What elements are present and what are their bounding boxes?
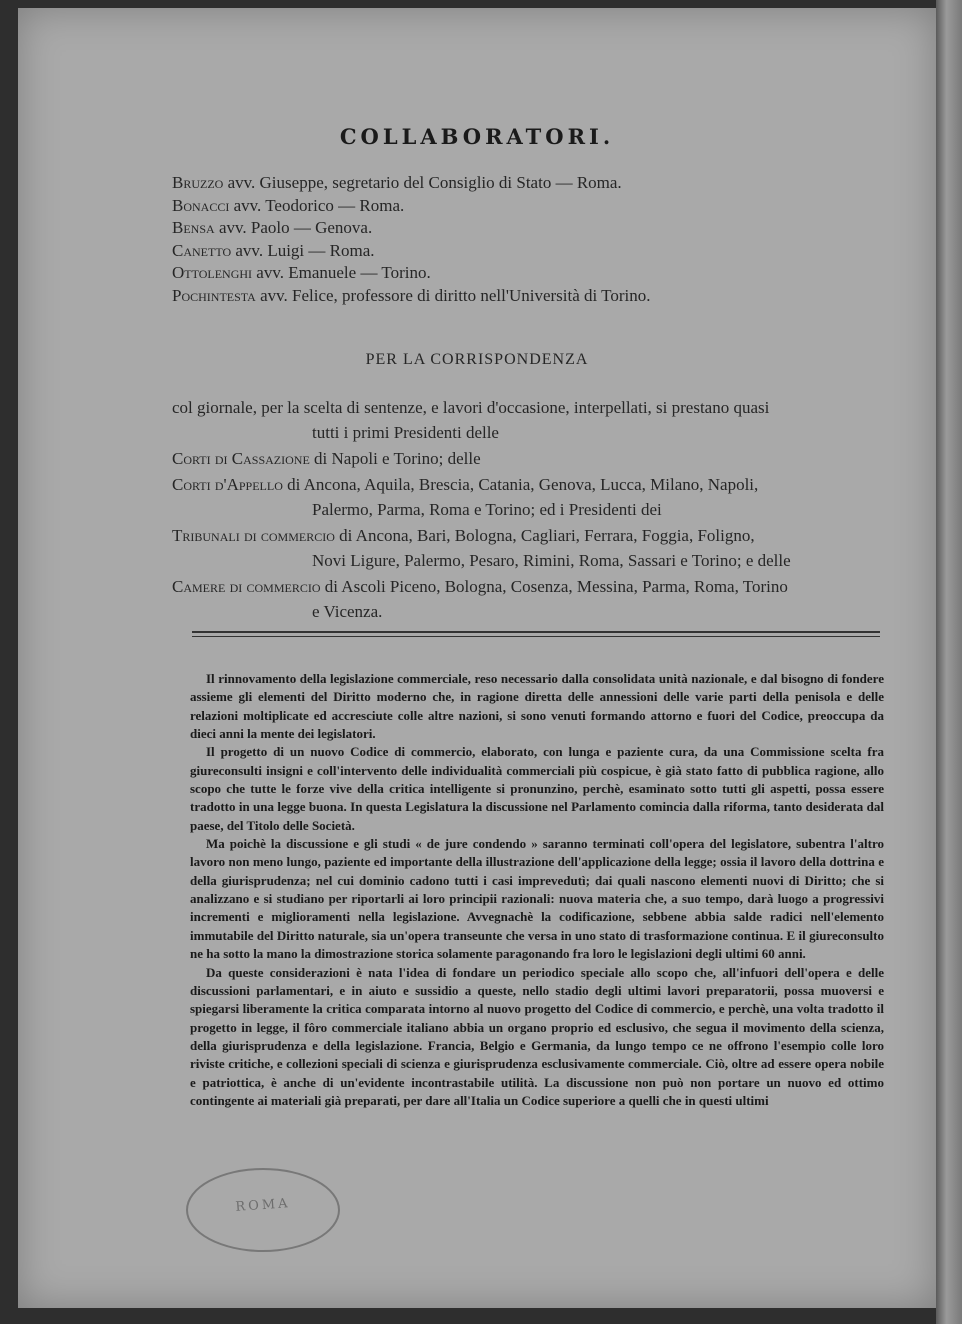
collaborator-entry (172, 240, 892, 263)
stamp-text: ROMA (234, 1196, 292, 1215)
collaborator-details: avv. Giuseppe, segretario del Consiglio di Stato — Roma. (223, 173, 622, 192)
entry-lead: Corti d'Appello (172, 475, 283, 494)
body-paragraph: Ma poichè la discussione e gli studi « de jure condendo » saranno terminati coll'opera del legislatore, subentra l'altro lavoro non meno lungo, paziente ed importante della illustrazione dell'applicazione della legge; ossia il lavoro della dottrina e della giurisprudenza; nel cui dominio cadono tutti i casi imprevedutì; dai quali nascono elementi nuovi di Diritto; che si analizzano e si studiano per riportarli ai loro principii razionali: nuova materia che, a suo tempo, darà luogo a progressivi incrementi e miglioramenti nella legislazione. Avvegnachè la codificazione, sebbene abbia salde radici nell'elemento immutabile del Diritto naturale, sia un'opera transeunte che versa in uno stato di trasformazione continua. E il giureconsulto ne ha sotto la mano la dimostrazione storica solamente paragonando fra loro le legislazioni degli ultimi 60 anni. (190, 836, 884, 962)
entry-text: di Ancona, Aquila, Brescia, Catania, Genova, Lucca, Milano, Napoli, (282, 475, 759, 494)
body-paragraph: Il rinnovamento della legislazione commerciale, reso necessario dalla consolidata unità nazionale, e dal bisogno di fondere assieme gli elementi del Diritto moderno che, in ragione diretta delle annessioni delle varie parti della penisola e delle relazioni moltiplicate ed accresciute colle altre nazioni, si sono venuti formando attorno e fuori del Codice, preoccupa da dieci anni la mente dei legislatori. (190, 671, 884, 742)
body-text (190, 670, 884, 1110)
page-title: COLLABORATORI. (339, 124, 615, 149)
divider-rule (192, 636, 880, 637)
correspondence-heading: PER LA CORRISPONDENZA (365, 351, 589, 368)
entry-continuation: e Vicenza. (312, 602, 383, 621)
entry-text: di Ancona, Bari, Bologna, Cagliari, Ferrara, Foggia, Foligno, (334, 526, 755, 545)
collaborator-surname: Bonacci (172, 195, 230, 215)
entry-text: di Napoli e Torino; delle (309, 449, 481, 468)
entry-text: col giornale, per la scelta di sentenze, e lavori d'occasione, interpellati, si prestano quasi (172, 398, 770, 417)
collaborator-entry (172, 195, 892, 218)
collaborator-details: avv. Teodorico — Roma. (229, 195, 405, 215)
correspondence-entry (172, 472, 884, 522)
body-paragraph: Il progetto di un nuovo Codice di commercio, elaborato, con lunga e paziente cura, da una Commissione scelta fra giureconsulti insigni e coll'intervento delle individualità commerciali più cospicue, è già stato fatto di pubblica ragione, allo scopo che tutte le forze vive della critica intelligente si pronunzino, perchè, esaminato sotto tutti gli aspetti, possa essere tradotto in una legge buona. In questa Legislatura la discussione nel Parlamento comincia dalla riforma, tanto desiderata dal paese, del Titolo delle Società. (190, 744, 884, 833)
entry-continuation: Novi Ligure, Palermo, Pesaro, Rimini, Roma, Sassari e Torino; e delle (312, 551, 791, 570)
entry-continuation: Palermo, Parma, Roma e Torino; ed i Presidenti dei (312, 500, 662, 519)
document-page (18, 8, 936, 1308)
adjacent-page-edge (936, 0, 962, 1324)
divider-rule (192, 631, 880, 633)
collaborator-details: avv. Emanuele — Torino. (252, 263, 431, 282)
correspondence-entry (172, 395, 884, 445)
collaborator-surname: Pochintesta (172, 285, 256, 305)
collaborator-details: avv. Luigi — Roma. (231, 240, 375, 260)
entry-continuation: tutti i primi Presidenti delle (312, 423, 499, 442)
correspondence-entry (172, 523, 884, 573)
collaborator-surname: Bensa (172, 218, 215, 237)
collaborator-entry (172, 172, 892, 195)
library-stamp (186, 1168, 340, 1252)
collaborator-entry (172, 285, 892, 308)
collaborator-surname: Canetto (172, 240, 232, 260)
collaborator-details: avv. Paolo — Genova. (214, 218, 373, 237)
correspondence-entry (172, 446, 884, 471)
collaborator-surname: Ottolenghi (172, 263, 253, 282)
entry-lead: Tribunali di commercio (172, 526, 335, 545)
collaborators-list (172, 172, 892, 307)
entry-lead: Camere di commercio (172, 577, 321, 596)
correspondence-entry (172, 574, 884, 624)
collaborator-entry (172, 217, 892, 240)
collaborator-entry (172, 262, 892, 285)
body-paragraph: Da queste considerazioni è nata l'idea di fondare un periodico speciale allo scopo che, all'infuori dell'opera e delle discussioni parlamentari, e in aiuto e sussidio a queste, nello stadio degli ultimi lavori preparatorii, possa muoversi e spiegarsi liberamente la critica comparata intorno al nuovo progetto del Codice di commercio, e perchè, una volta tradotto il progetto in legge, il fôro commerciale italiano abbia un organo proprio ed esclusivo, che segua il movimento della scienza, della giurisprudenza e della legislazione. Francia, Belgio e Germania, da lungo tempo ce ne offrono l'esempio colle loro riviste critiche, e collezioni speciali di scienza e giurisprudenza esclusivamente commerciale. Ciò, oltre ad essere opera nobile e patriottica, è anche di un'evidente incontrastabile utilità. La discussione non può non portare un nuovo ed ottimo contingente ai materiali già preparati, per dare all'Italia un Codice superiore a quelli che in questi ultimi (190, 964, 884, 1108)
entry-lead: Corti di Cassazione (172, 449, 310, 468)
entry-text: di Ascoli Piceno, Bologna, Cosenza, Messina, Parma, Roma, Torino (320, 577, 788, 596)
collaborator-surname: Bruzzo (172, 173, 224, 192)
collaborator-details: avv. Felice, professore di diritto nell'Università di Torino. (255, 285, 651, 305)
correspondence-section (172, 395, 884, 625)
